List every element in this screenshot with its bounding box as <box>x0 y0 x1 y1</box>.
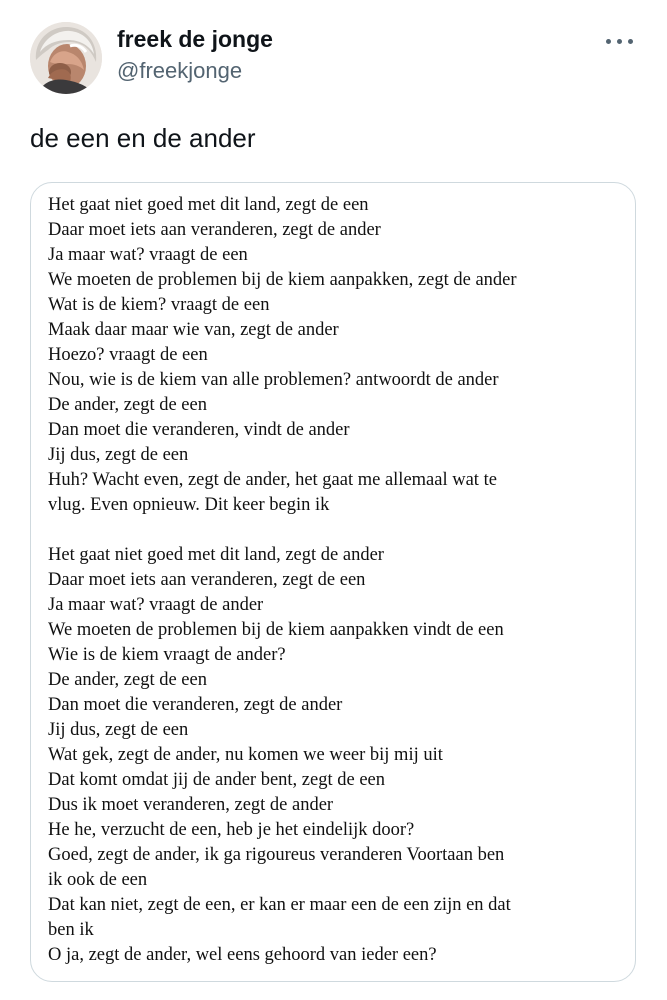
poem-line: Wat gek, zegt de ander, nu komen we weer bij mij uit <box>48 745 443 765</box>
poem-line: De ander, zegt de een <box>48 670 207 690</box>
poem-line: Hoezo? vraagt de een <box>48 345 208 365</box>
poem-line: Nou, wie is de kiem van alle problemen? antwoordt de ander <box>48 370 499 390</box>
poem-line: Dan moet die veranderen, vindt de ander <box>48 420 350 440</box>
more-horizontal-icon-dot <box>628 39 633 44</box>
author-names <box>117 24 273 86</box>
stanza-divider <box>48 518 618 543</box>
poem-stanza-1 <box>48 193 618 518</box>
poem-line: O ja, zegt de ander, wel eens gehoord van ieder een? <box>48 945 437 965</box>
poem-line: Dan moet die veranderen, zegt de ander <box>48 695 343 715</box>
poem-line: Het gaat niet goed met dit land, zegt de een <box>48 195 369 215</box>
poem-line: Wie is de kiem vraagt de ander? <box>48 645 286 665</box>
poem-line: Daar moet iets aan veranderen, zegt de een <box>48 570 366 590</box>
poem-line: Ja maar wat? vraagt de ander <box>48 595 264 615</box>
poem-line: ben ik <box>48 920 94 940</box>
poem-stanza-2 <box>48 543 618 968</box>
tweet-text: de een en de ander <box>30 123 256 153</box>
tweet-header <box>30 22 640 96</box>
poem-line: He he, verzucht de een, heb je het eindelijk door? <box>48 820 415 840</box>
more-horizontal-icon-dot <box>617 39 622 44</box>
poem-text <box>48 193 618 968</box>
poem-line: Dat komt omdat jij de ander bent, zegt de een <box>48 770 385 790</box>
poem-line: Jij dus, zegt de een <box>48 445 189 465</box>
poem-line: We moeten de problemen bij de kiem aanpakken, zegt de ander <box>48 270 517 290</box>
more-horizontal-icon <box>606 39 611 44</box>
author-display-name[interactable]: freek de jonge <box>117 26 273 52</box>
poem-line: Jij dus, zegt de een <box>48 720 189 740</box>
poem-line: Dus ik moet veranderen, zegt de ander <box>48 795 334 815</box>
poem-line: We moeten de problemen bij de kiem aanpakken vindt de een <box>48 620 504 640</box>
poem-line: Wat is de kiem? vraagt de een <box>48 295 270 315</box>
poem-line: ik ook de een <box>48 870 148 890</box>
poem-line: Huh? Wacht even, zegt de ander, het gaat me allemaal wat te <box>48 470 497 490</box>
avatar-photo-icon <box>30 22 102 94</box>
author-handle[interactable]: @freekjonge <box>117 58 243 83</box>
poem-line: Het gaat niet goed met dit land, zegt de ander <box>48 545 384 565</box>
poem-line: Dat kan niet, zegt de een, er kan er maar een de een zijn en dat <box>48 895 511 915</box>
poem-line: De ander, zegt de een <box>48 395 207 415</box>
author-avatar[interactable] <box>30 22 102 94</box>
tweet-media-image[interactable] <box>30 182 636 982</box>
poem-line: Ja maar wat? vraagt de een <box>48 245 248 265</box>
poem-line: vlug. Even opnieuw. Dit keer begin ik <box>48 495 330 515</box>
poem-line: Maak daar maar wie van, zegt de ander <box>48 320 339 340</box>
more-options-button[interactable] <box>602 28 638 54</box>
poem-line: Goed, zegt de ander, ik ga rigoureus veranderen Voortaan ben <box>48 845 505 865</box>
poem-line: Daar moet iets aan veranderen, zegt de ander <box>48 220 381 240</box>
